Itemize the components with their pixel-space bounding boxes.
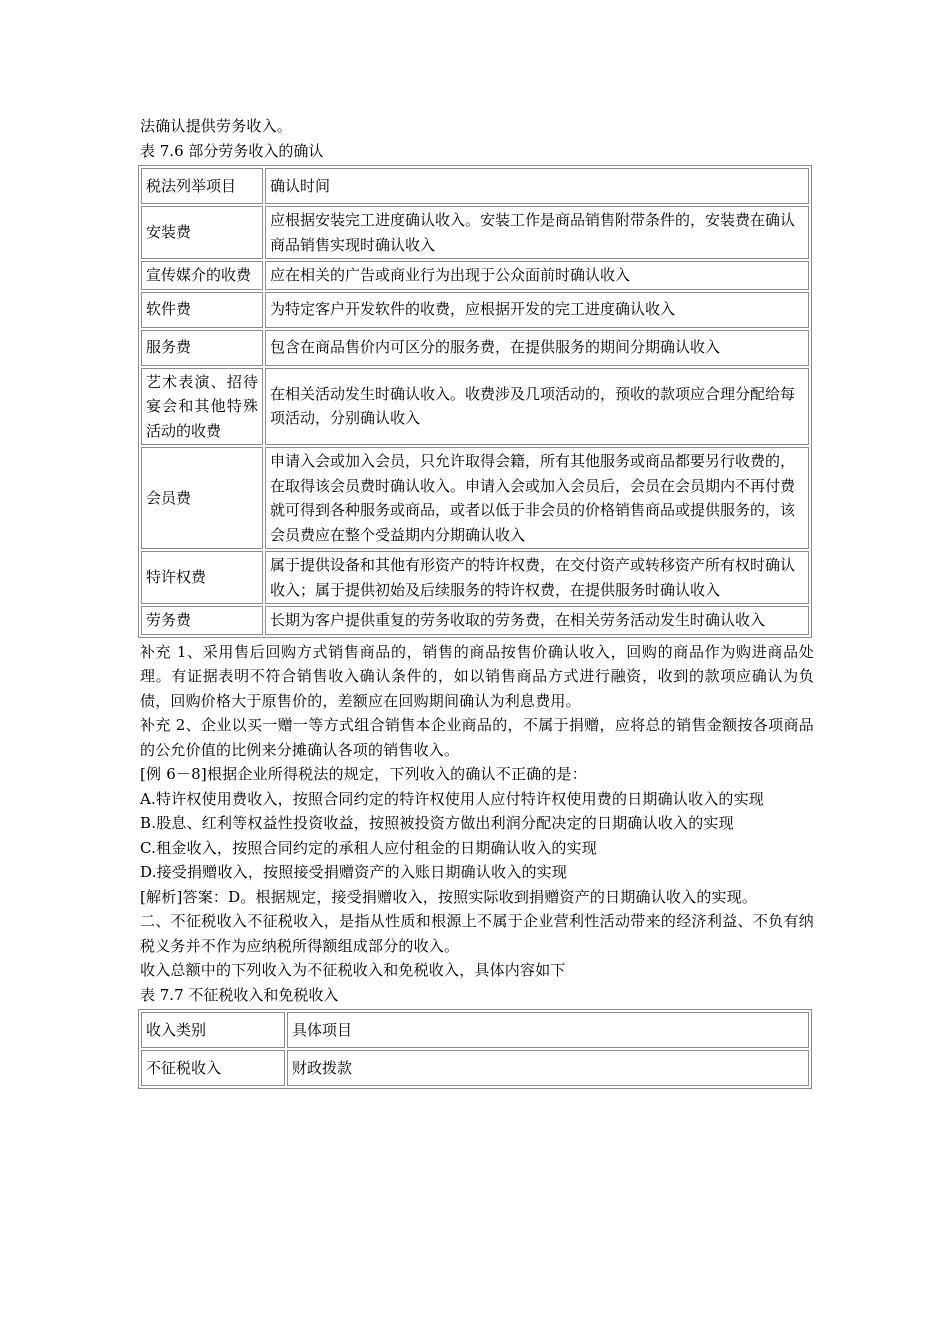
table-row [141, 551, 809, 604]
analysis-answer: [解析]答案：D。根据规定，接受捐赠收入，按照实际收到捐赠资产的日期确认收入的实现。 [140, 887, 758, 906]
item-cell: 软件费 [141, 292, 263, 328]
option-c: C.租金收入，按照合同约定的承租人应付租金的日期确认收入的实现 [140, 838, 597, 857]
table-7-7-caption: 表 7.7 不征税收入和免税收入 [140, 985, 339, 1004]
time-cell: 为特定客户开发软件的收费，应根据开发的完工进度确认收入 [265, 292, 809, 328]
time-cell: 应在相关的广告或商业行为出现于公众面前时确认收入 [265, 261, 809, 290]
item-cell: 财政拨款 [287, 1050, 809, 1086]
table-row [141, 1050, 809, 1086]
document-page [140, 114, 814, 1091]
time-cell: 属于提供设备和其他有形资产的特许权费，在交付资产或转移资产所有权时确认收入；属于提供初始及后续服务的特许权费，在提供服务时确认收入 [265, 551, 809, 604]
table-header-row [141, 1012, 809, 1048]
table-7-6-caption: 表 7.6 部分劳务收入的确认 [140, 141, 324, 160]
category-cell: 不征税收入 [141, 1050, 285, 1086]
time-cell: 申请入会或加入会员，只允许取得会籍，所有其他服务或商品都要另行收费的，在取得该会员费时确认收入。申请入会或加入会员后，会员在会员期内不再付费就可得到各种服务或商品，或者以低于非会员的价格销售商品或提供服务的，该会员费应在整个受益期内分期确认收入 [265, 447, 809, 549]
table-row [141, 368, 809, 446]
table-row [141, 292, 809, 328]
option-a: A.特许权使用费收入，按照合同约定的特许权使用人应付特许权使用费的日期确认收入的实现 [140, 789, 765, 808]
header-cell: 收入类别 [141, 1012, 285, 1048]
item-cell: 服务费 [141, 330, 263, 366]
time-cell: 长期为客户提供重复的劳务收取的劳务费，在相关劳务活动发生时确认收入 [265, 606, 809, 635]
table-row [141, 606, 809, 635]
income-intro-paragraph: 收入总额中的下列收入为不征税收入和免税收入，具体内容如下 [140, 961, 566, 979]
intro-text: 法确认提供劳务收入。 [140, 117, 293, 135]
time-cell: 应根据安装完工进度确认收入。安装工作是商品销售附带条件的，安装费在确认商品销售实现时确认收入 [265, 206, 809, 259]
item-cell: 艺术表演、招待宴会和其他特殊活动的收费 [141, 368, 263, 446]
example-question: [例 6－8]根据企业所得税法的规定，下列收入的确认不正确的是： [140, 765, 587, 783]
table-7-6 [138, 165, 812, 638]
time-cell: 在相关活动发生时确认收入。收费涉及几项活动的，预收的款项应合理分配给每项活动，分别确认收入 [265, 368, 809, 446]
table-header-row [141, 168, 809, 204]
item-cell: 会员费 [141, 447, 263, 549]
table-7-7 [138, 1009, 812, 1089]
supplement-2-paragraph: 补充 2、企业以买一赠一等方式组合销售本企业商品的，不属于捐赠，应将总的销售金额按各项商品的公允价值的比例来分摊确认各项的销售收入。 [140, 716, 814, 759]
table-row [141, 261, 809, 290]
table-row [141, 206, 809, 259]
table-row [141, 447, 809, 549]
table-row [141, 330, 809, 366]
section-2-paragraph: 二、不征税收入不征税收入，是指从性质和根源上不属于企业营利性活动带来的经济利益、不负有纳税义务并不作为应纳税所得额组成部分的收入。 [140, 912, 814, 955]
supplement-1-paragraph: 补充 1、采用售后回购方式销售商品的，销售的商品按售价确认收入，回购的商品作为购进商品处理。有证据表明不符合销售收入确认条件的，如以销售商品方式进行融资，收到的款项应确认为负债，回购价格大于原售价的，差额应在回购期间确认为利息费用。 [140, 642, 814, 710]
item-cell: 劳务费 [141, 606, 263, 635]
item-cell: 特许权费 [141, 551, 263, 604]
header-cell: 税法列举项目 [141, 168, 263, 204]
time-cell: 包含在商品售价内可区分的服务费，在提供服务的期间分期确认收入 [265, 330, 809, 366]
option-b: B.股息、红利等权益性投资收益，按照被投资方做出利润分配决定的日期确认收入的实现 [140, 814, 734, 832]
item-cell: 安装费 [141, 206, 263, 259]
header-cell: 确认时间 [265, 168, 809, 204]
item-cell: 宣传媒介的收费 [141, 261, 263, 290]
header-cell: 具体项目 [287, 1012, 809, 1048]
option-d: D.接受捐赠收入，按照接受捐赠资产的入账日期确认收入的实现 [140, 863, 568, 881]
